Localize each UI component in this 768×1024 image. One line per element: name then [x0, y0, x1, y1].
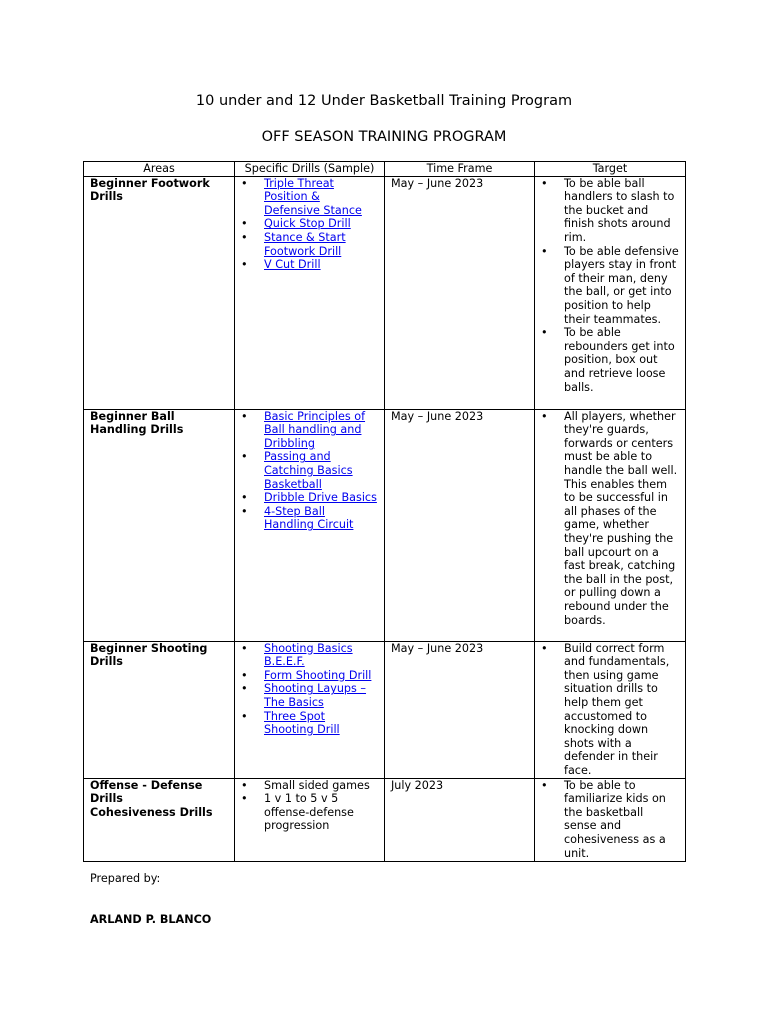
target-cell [535, 176, 686, 409]
drill-item [241, 642, 378, 669]
drill-item [241, 505, 378, 532]
drill-item [241, 231, 378, 258]
drill-item [241, 217, 378, 231]
drill-item: • 1 v 1 to 5 v 5 offense-defense progression [241, 792, 378, 833]
time-frame-cell: July 2023 [385, 778, 535, 861]
drill-item: • Small sided games [241, 779, 378, 793]
drill-link[interactable]: V Cut Drill [264, 258, 321, 272]
drill-link[interactable]: Stance & Start Footwork Drill [264, 230, 346, 258]
drill-link[interactable]: Three Spot Shooting Drill [264, 709, 340, 737]
drills-cell [235, 778, 385, 861]
time-frame-cell: May – June 2023 [385, 409, 535, 641]
area-label: Beginner Shooting Drills [90, 641, 208, 669]
area-cell [84, 778, 235, 861]
area-cell [84, 176, 235, 409]
area-label-secondary: Cohesiveness Drills [90, 805, 213, 819]
drill-link[interactable]: Shooting Layups – The Basics [264, 682, 367, 709]
target-item: • To be able rebounders get into position, box out and retrieve loose balls. [541, 326, 679, 394]
drill-item [241, 491, 378, 505]
area-cell [84, 641, 235, 778]
target-item: • To be able to familiarize kids on the basketball sense and cohesiveness as a unit. [541, 779, 679, 861]
area-label: Beginner Ball Handling Drills [90, 409, 184, 437]
header-specific-drills: Specific Drills (Sample) [235, 162, 385, 177]
table-header-row [84, 162, 686, 177]
drill-item [241, 410, 378, 451]
drill-item [241, 682, 378, 709]
drill-item [241, 258, 378, 272]
document-subtitle: OFF SEASON TRAINING PROGRAM [261, 129, 507, 145]
target-item: • To be able ball handlers to slash to the bucket and finish shots around rim. [541, 177, 679, 245]
drill-link[interactable]: Triple Threat Position & Defensive Stance [264, 176, 362, 217]
time-frame-cell: May – June 2023 [385, 641, 535, 778]
drill-item [241, 669, 378, 683]
drill-link[interactable]: Passing and Catching Basics Basketball [264, 450, 353, 491]
time-frame-cell: May – June 2023 [385, 176, 535, 409]
table-row [84, 778, 686, 861]
header-target: Target [535, 162, 686, 177]
area-label: Beginner Footwork Drills [90, 176, 210, 204]
table-row [84, 641, 686, 778]
drills-cell [235, 176, 385, 409]
drill-link[interactable]: 4-Step Ball Handling Circuit [264, 504, 354, 532]
drill-link[interactable]: Basic Principles of Ball handling and Dribbling [264, 409, 366, 450]
drill-link[interactable]: Dribble Drive Basics [264, 491, 377, 505]
drills-cell [235, 641, 385, 778]
training-program-table [83, 161, 686, 862]
drill-item [241, 710, 378, 737]
area-cell [84, 409, 235, 641]
table-row [84, 409, 686, 641]
target-cell [535, 409, 686, 641]
target-item: • Build correct form and fundamentals, then using game situation drills to help them get accustomed to knocking down shots with a defender in their face. [541, 642, 679, 778]
drill-link[interactable]: Form Shooting Drill [264, 668, 372, 682]
area-label: Offense - Defense Drills [90, 778, 203, 806]
target-cell [535, 641, 686, 778]
target-item: • All players, whether they're guards, forwards or centers must be able to handle the ball well. This enables them to be successful in all phases of the game, whether they're pushing the ball upcourt on a fast break, catching the ball in the post, or pulling down a rebound under the boards. [541, 410, 679, 628]
drill-link[interactable]: Shooting Basics B.E.E.F. [264, 641, 353, 669]
drills-cell [235, 409, 385, 641]
drill-item [241, 177, 378, 218]
header-time-frame: Time Frame [385, 162, 535, 177]
document-title: 10 under and 12 Under Basketball Training Program [195, 93, 573, 109]
table-row [84, 176, 686, 409]
target-cell [535, 778, 686, 861]
drill-item [241, 450, 378, 491]
author-name: ARLAND P. BLANCO [90, 913, 212, 926]
header-areas: Areas [84, 162, 235, 177]
drill-link[interactable]: Quick Stop Drill [264, 217, 351, 231]
prepared-by-label: Prepared by: [90, 872, 161, 885]
target-item: • To be able defensive players stay in front of their man, deny the ball, or get into position to help their teammates. [541, 245, 679, 327]
